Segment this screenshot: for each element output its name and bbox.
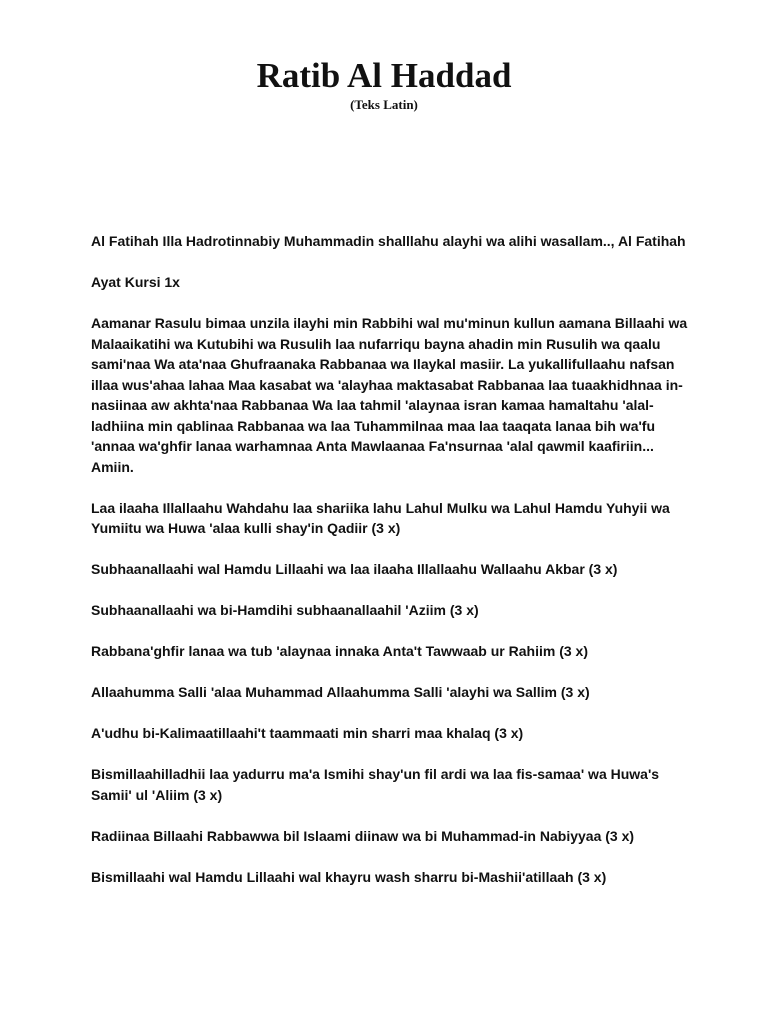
paragraph-rabbanaghfir: Rabbana'ghfir lanaa wa tub 'alaynaa innaka Anta't Tawwaab ur Rahiim (3 x) <box>91 643 588 659</box>
paragraph-aamanar-rasulu: Aamanar Rasulu bimaa unzila ilayhi min Rabbihi wal mu'minun kullun aamana Billaahi wa Malaaikatihi wa Kutubihi wa Rusulih laa nufarriqu bayna ahadin min Rusulih wa qaalu sami'naa Wa ata'naa Ghufraanaka Rabbanaa wa Ilaykal masiir. La yukallifullaahu nafsan illaa wus'ahaa lahaa Maa kasabat wa 'alayhaa maktasabat Rabbanaa laa tuaakhidhnaa in-nasiinaa aw akhta'naa Rabbanaa Wa laa tahmil 'alaynaa isran kamaa hamaltahu 'alal-ladhiina min qablinaa Rabbanaa wa laa Tuhammilnaa maa laa taaqata lanaa bih wa'fu 'annaa wa'ghfir lanaa warhamnaa Anta Mawlaanaa Fa'nsurnaa 'alal qawmil kaafiriin... Amiin. <box>91 315 688 475</box>
paragraph-allaahumma-salli: Allaahumma Salli 'alaa Muhammad Allaahumma Salli 'alayhi wa Sallim (3 x) <box>91 684 590 700</box>
document-title: Ratib Al Haddad <box>256 56 512 95</box>
document-subtitle: (Teks Latin) <box>350 97 418 112</box>
paragraph-bismillaahi-wal-hamdu: Bismillaahi wal Hamdu Lillaahi wal khayru wash sharru bi-Mashii'atillaah (3 x) <box>91 868 607 885</box>
document-body <box>91 231 691 908</box>
paragraph-subhaanallaahi-hamdu: Subhaanallaahi wal Hamdu Lillaahi wa laa ilaaha Illallaahu Wallaahu Akbar (3 x) <box>91 561 618 577</box>
paragraph-al-fatihah: Al Fatihah Illa Hadrotinnabiy Muhammadin shalllahu alayhi wa alihi wasallam.., Al Fatihah <box>91 233 686 249</box>
paragraph-audhu: A'udhu bi-Kalimaatillaahi't taammaati min sharri maa khalaq (3 x) <box>91 725 524 741</box>
paragraph-laa-ilaaha: Laa ilaaha Illallaahu Wahdahu laa shariika lahu Lahul Mulku wa Lahul Hamdu Yuhyii wa Yumiitu wa Huwa 'alaa kulli shay'in Qadiir (3 x) <box>91 499 670 536</box>
paragraph-bismillaahilladhii: Bismillaahilladhii laa yadurru ma'a Ismihi shay'un fil ardi wa laa fis-samaa' wa Huwa's Samii' ul 'Aliim (3 x) <box>91 766 660 803</box>
paragraph-radiinaa: Radiinaa Billaahi Rabbawwa bil Islaami diinaw wa bi Muhammad-in Nabiyyaa (3 x) <box>91 827 635 844</box>
paragraph-ayat-kursi: Ayat Kursi 1x <box>91 274 180 290</box>
paragraph-subhaanallaahi-bihamdihi: Subhaanallaahi wa bi-Hamdihi subhaanallaahil 'Aziim (3 x) <box>91 602 479 618</box>
